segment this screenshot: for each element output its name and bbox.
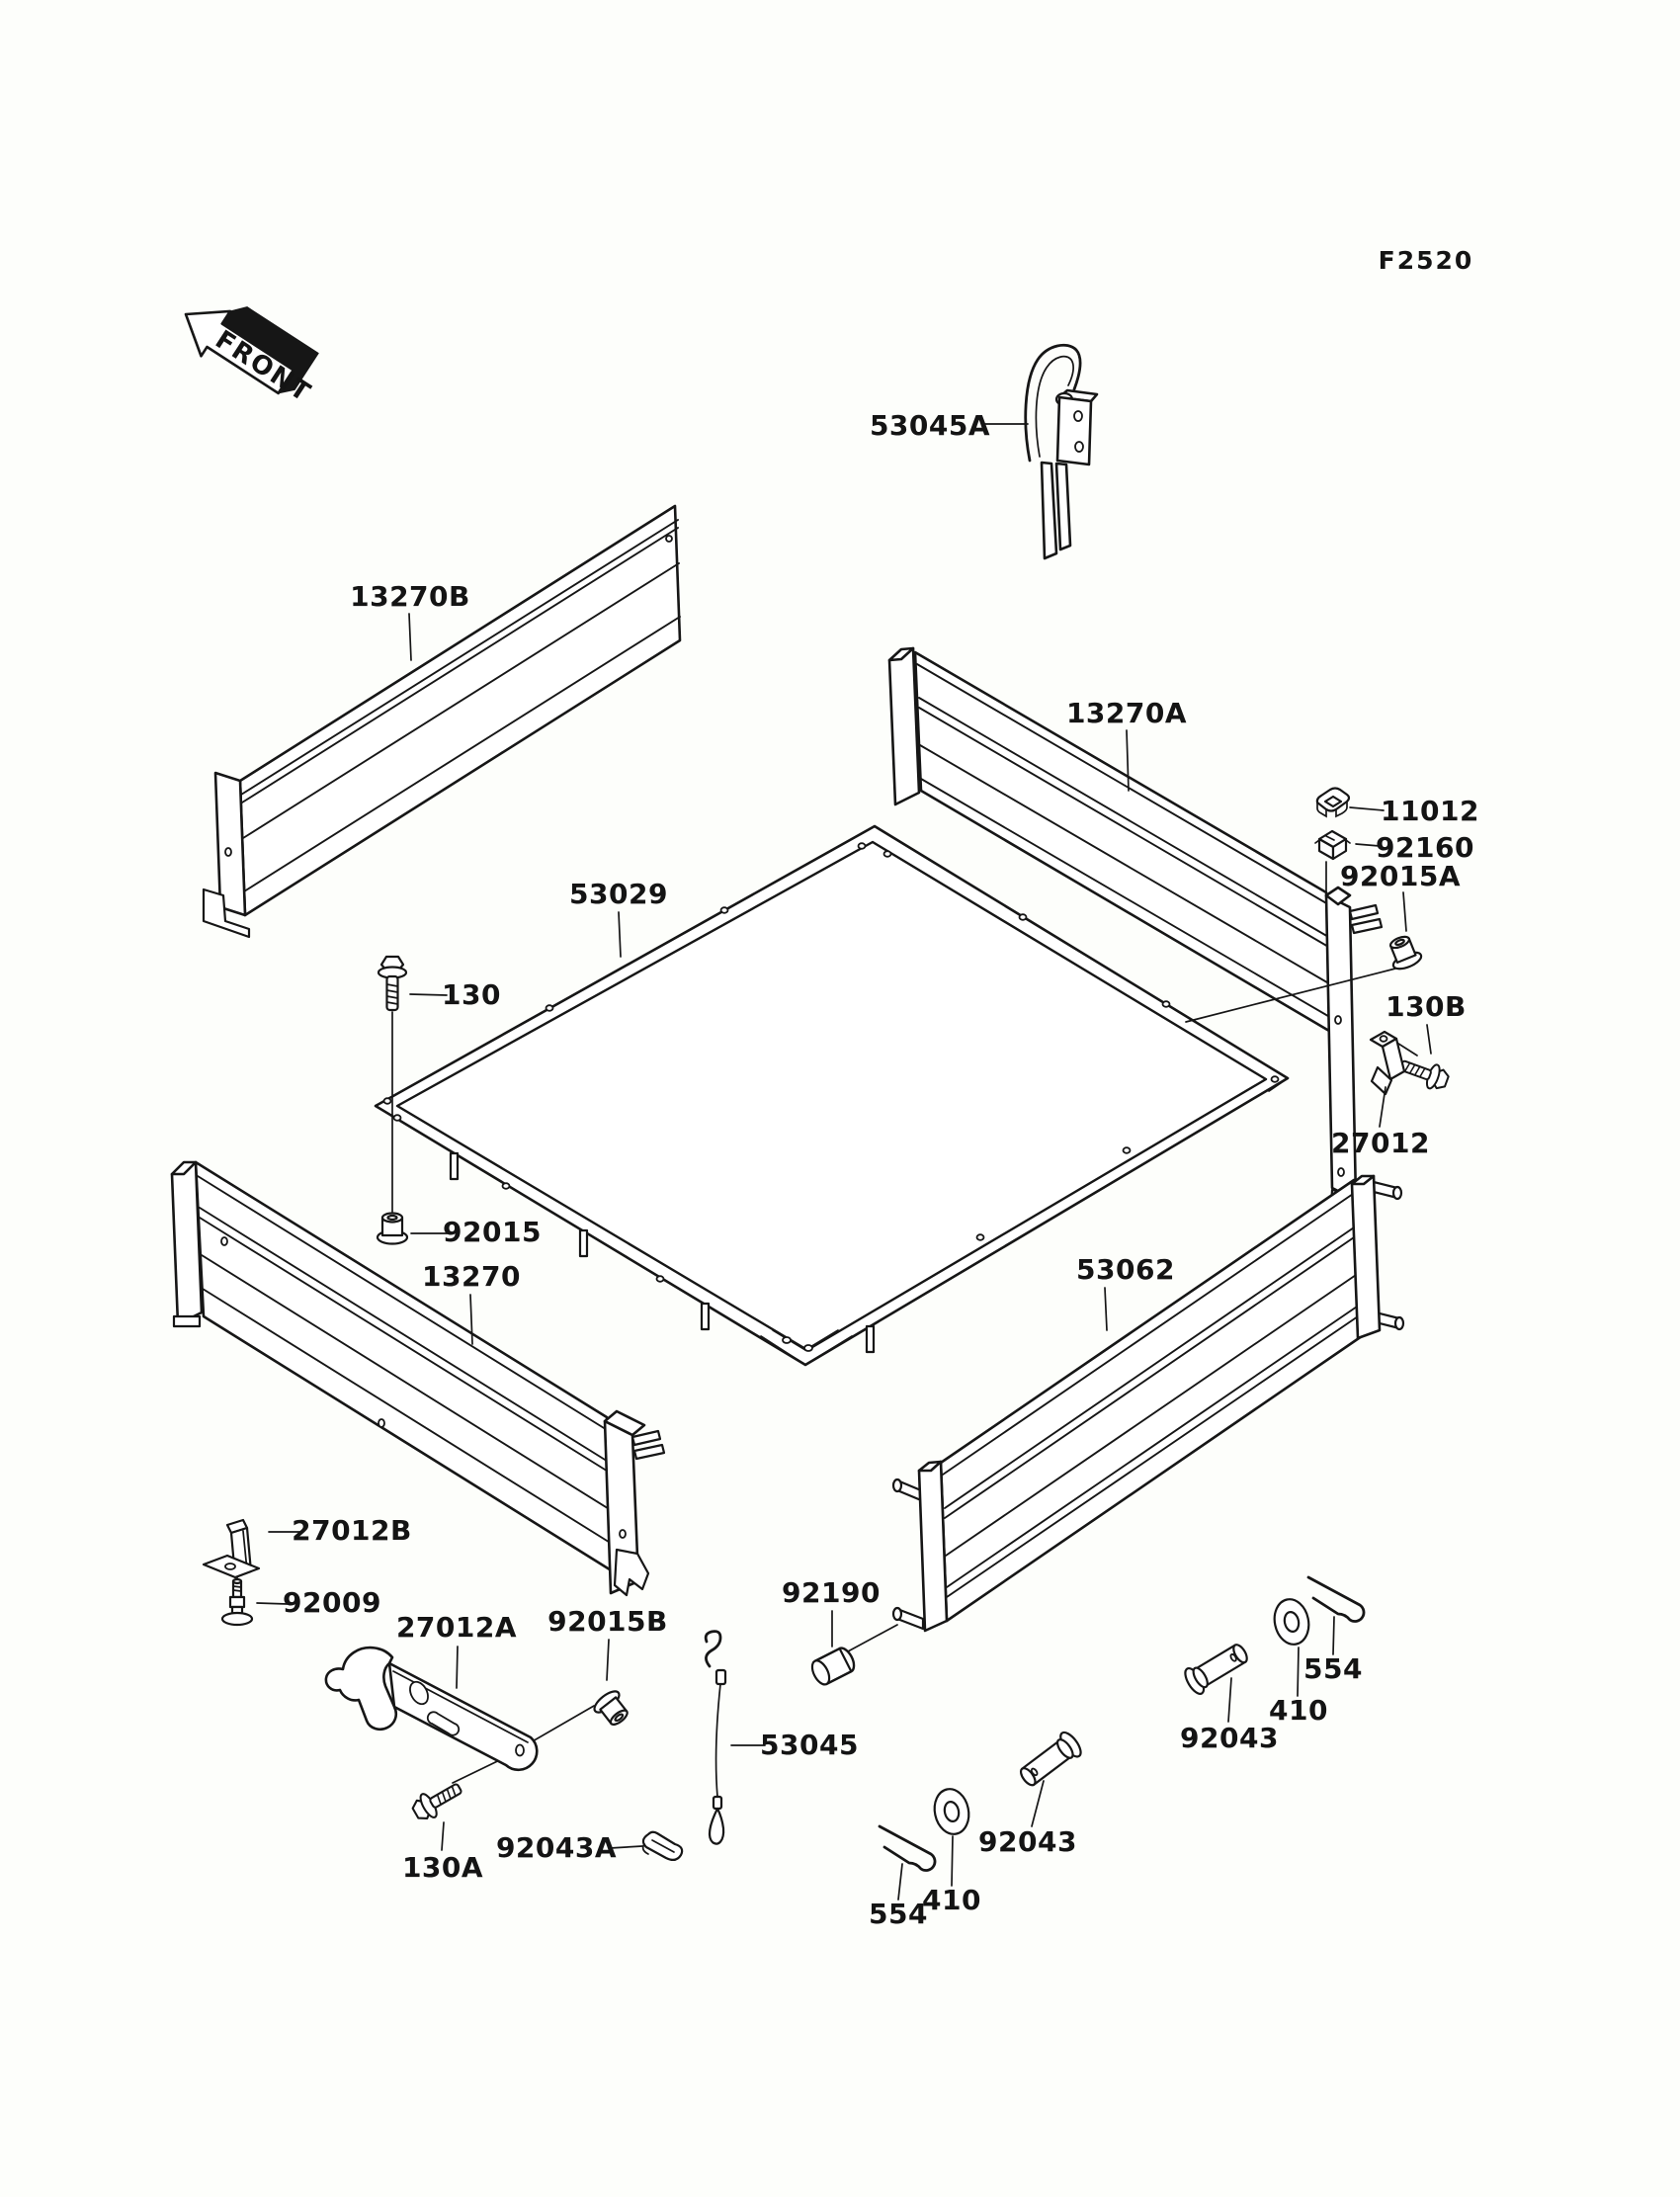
label-92015a: 92015A [1339, 860, 1462, 892]
label-11012: 11012 [1381, 795, 1479, 827]
label-27012a: 27012A [395, 1611, 518, 1644]
part-front-panel-13270b [204, 506, 680, 937]
label-53062: 53062 [1076, 1253, 1175, 1286]
part-latch-53045a [1026, 345, 1097, 558]
label-554-right: 554 [1303, 1652, 1363, 1685]
bolt-130a [409, 1776, 466, 1824]
part-bracket-27012 [1371, 1032, 1404, 1094]
part-screw-92009 [222, 1579, 252, 1625]
front-direction-arrow [171, 281, 331, 417]
label-53045a: 53045A [869, 409, 991, 442]
label-92043a: 92043A [495, 1831, 618, 1864]
part-cable-53045 [706, 1632, 725, 1844]
label-92043-bottom: 92043 [978, 1825, 1077, 1858]
label-92009: 92009 [283, 1586, 381, 1619]
label-92043-right: 92043 [1180, 1722, 1279, 1754]
pin-554-right [1308, 1577, 1364, 1622]
label-92160: 92160 [1376, 831, 1474, 864]
part-cap-11012 [1317, 789, 1349, 817]
label-13270a: 13270A [1065, 697, 1188, 729]
part-collar-92190 [808, 1646, 857, 1687]
label-130b: 130B [1386, 990, 1467, 1023]
nut-92015b [591, 1688, 633, 1731]
nut-92015a [1385, 933, 1423, 972]
washer-410-bottom [931, 1786, 973, 1837]
washer-410-right [1271, 1596, 1313, 1648]
label-130a: 130A [401, 1851, 484, 1884]
part-clip-92043a [643, 1832, 682, 1860]
label-diagram-code: F2520 [1378, 246, 1474, 275]
label-410-bottom: 410 [922, 1884, 981, 1916]
label-27012b: 27012B [292, 1514, 412, 1547]
label-13270: 13270 [422, 1260, 521, 1293]
nut-92015 [378, 1214, 407, 1244]
label-53029: 53029 [569, 878, 668, 910]
label-410-right: 410 [1269, 1694, 1328, 1727]
label-92015b: 92015B [547, 1605, 668, 1638]
pin-554-bottom [880, 1826, 935, 1871]
label-92190: 92190 [782, 1576, 881, 1609]
label-27012: 27012 [1331, 1127, 1430, 1159]
label-130: 130 [442, 978, 501, 1011]
clevis-pin-92043-right [1182, 1639, 1252, 1697]
label-554-bottom: 554 [869, 1898, 928, 1930]
label-92015: 92015 [443, 1216, 542, 1248]
front-arrow-text: FRONT [210, 324, 317, 409]
part-bracket-27012b [204, 1520, 259, 1577]
bolt-130 [378, 957, 406, 1010]
label-13270b: 13270B [350, 580, 470, 613]
clevis-pin-92043-bottom [1016, 1730, 1085, 1792]
bolt-130b [1397, 1054, 1451, 1093]
part-bracket-27012a [326, 1648, 537, 1770]
part-damper-92160 [1315, 831, 1350, 859]
label-53045: 53045 [760, 1729, 859, 1761]
